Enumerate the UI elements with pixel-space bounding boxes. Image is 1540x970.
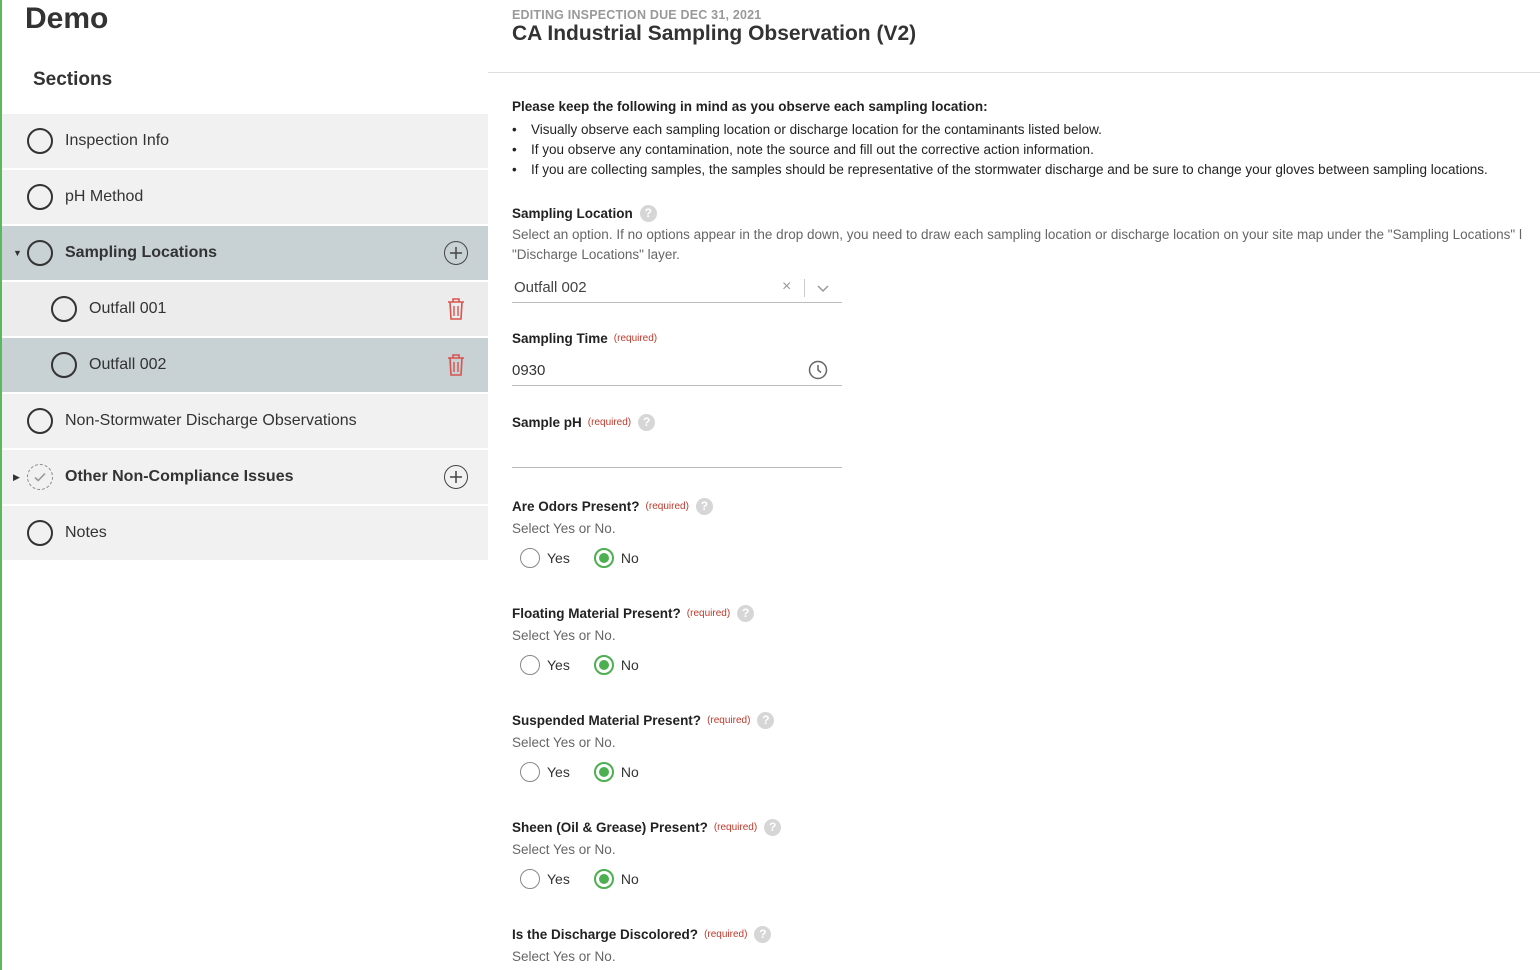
sample-ph-input[interactable] [512,438,842,468]
incomplete-circle-icon [27,240,53,266]
required-tag: (required) [645,501,689,512]
discolored-question-label [512,926,771,943]
section-item-outfall-002[interactable] [2,338,488,394]
main-content [488,0,1540,970]
yes-no-help: Select Yes or No. [512,735,616,750]
sampling-location-help [512,225,1522,265]
required-tag: (required) [587,417,632,428]
floating-yes-option[interactable] [520,655,570,675]
section-label: Inspection Info [65,132,170,149]
site-title: Demo [25,2,109,35]
field-label-text: Floating Material Present? [512,606,681,621]
section-item-outfall-001[interactable] [2,282,488,338]
instructions-block [512,100,1540,180]
instructions-heading: Please keep the following in mind as you observe each sampling location: [512,99,988,114]
select-separator [804,279,805,297]
sheen-no-option[interactable] [594,869,639,889]
odors-no-option[interactable] [594,548,639,568]
section-item-other-non-compliance[interactable] [2,450,488,506]
instruction-item: • Visually observe each sampling location or discharge location for the contaminants listed below. [512,120,1540,140]
section-item-ph-method[interactable] [2,170,488,226]
radio-unchecked-icon[interactable] [520,869,540,889]
clock-icon[interactable] [808,360,828,380]
instruction-item: • If you are collecting samples, the samples should be representative of the stormwater discharge and be sure to change your gloves between sampling locations. [512,160,1540,180]
yes-no-help: Select Yes or No. [512,842,616,857]
add-sampling-location-button[interactable] [444,241,468,265]
incomplete-circle-icon [27,520,53,546]
dashed-check-circle-icon [27,464,53,490]
help-text-line: "Discharge Locations" layer. [512,247,680,262]
page-title: CA Industrial Sampling Observation (V2) [512,22,917,45]
sidebar [2,0,488,970]
help-icon[interactable]: ? [754,926,771,943]
radio-label: Yes [547,871,570,887]
radio-unchecked-icon[interactable] [520,548,540,568]
floating-question-label [512,605,754,622]
select-value: Outfall 002 [514,279,587,296]
field-label-text: Sample pH [512,415,582,430]
instructions-list [512,120,1540,180]
field-label-text: Suspended Material Present? [512,713,702,728]
instruction-item: • If you observe any contamination, note the source and fill out the corrective action information. [512,140,1540,160]
yes-no-help: Select Yes or No. [512,521,616,536]
radio-unchecked-icon[interactable] [520,762,540,782]
incomplete-circle-icon [27,408,53,434]
sheen-question-label [512,819,781,836]
required-tag: (required) [713,822,758,833]
help-icon[interactable]: ? [737,605,754,622]
field-label-text: Sampling Time [512,331,608,346]
odors-question-label [512,498,713,515]
field-label-text: Sampling Location [512,206,633,221]
radio-label: Yes [547,764,570,780]
trash-icon [446,297,466,321]
caret-down-icon[interactable]: ▼ [13,248,22,258]
radio-label: No [620,764,639,780]
inspection-due-subtitle: EDITING INSPECTION DUE DEC 31, 2021 [512,8,762,22]
radio-label: No [620,871,639,887]
field-label-text: Is the Discharge Discolored? [512,927,699,942]
section-label: Other Non-Compliance Issues [65,468,294,485]
caret-right-icon[interactable]: ▶ [13,471,20,482]
required-tag: (required) [686,608,731,619]
help-icon[interactable]: ? [640,205,657,222]
add-non-compliance-issue-button[interactable] [444,465,468,489]
radio-label: Yes [547,550,570,566]
sample-ph-label [512,414,655,431]
help-text-line: Select an option. If no options appear in the drop down, you need to draw each sampling location or discharge location on your site map under the "Sampling Locations" l [512,227,1522,242]
section-label: Notes [65,524,107,541]
yes-no-help: Select Yes or No. [512,628,616,643]
plus-icon [449,470,463,484]
header-divider [488,72,1540,73]
section-item-inspection-info[interactable] [2,114,488,170]
suspended-question-label [512,712,774,729]
required-tag: (required) [704,929,748,940]
suspended-yes-option[interactable] [520,762,570,782]
section-item-sampling-locations[interactable] [2,226,488,282]
help-icon[interactable]: ? [638,414,655,431]
sheen-yes-option[interactable] [520,869,570,889]
required-tag: (required) [707,715,751,726]
help-icon[interactable]: ? [757,712,774,729]
required-tag: (required) [613,333,658,344]
section-label: Outfall 002 [89,356,167,373]
radio-checked-icon[interactable] [594,655,614,675]
sheen-radio-group [520,869,663,889]
delete-outfall-002-button[interactable] [445,352,467,378]
help-icon[interactable]: ? [764,819,781,836]
section-label: Non-Stormwater Discharge Observations [65,412,357,429]
section-list [2,114,488,562]
floating-no-option[interactable] [594,655,639,675]
suspended-radio-group [520,762,663,782]
chevron-down-icon[interactable] [816,281,830,295]
suspended-no-option[interactable] [594,762,639,782]
radio-checked-icon[interactable] [594,548,614,568]
clear-icon[interactable]: × [782,278,792,295]
odors-yes-option[interactable] [520,548,570,568]
sampling-time-label [512,331,657,346]
radio-checked-icon[interactable] [594,869,614,889]
radio-label: No [620,550,639,566]
incomplete-circle-icon [51,352,77,378]
odors-radio-group [520,548,663,568]
help-icon[interactable]: ? [696,498,713,515]
section-item-notes[interactable] [2,506,488,562]
trash-icon [446,353,466,377]
sampling-location-label [512,205,657,222]
delete-outfall-001-button[interactable] [445,296,467,322]
floating-radio-group [520,655,663,675]
incomplete-circle-icon [51,296,77,322]
plus-icon [449,246,463,260]
radio-unchecked-icon[interactable] [520,655,540,675]
radio-checked-icon[interactable] [594,762,614,782]
sampling-location-select[interactable] [512,275,842,303]
field-label-text: Sheen (Oil & Grease) Present? [512,820,708,835]
incomplete-circle-icon [27,128,53,154]
radio-label: Yes [547,657,570,673]
sampling-time-input[interactable] [512,356,842,386]
radio-label: No [620,657,639,673]
field-label-text: Are Odors Present? [512,499,640,514]
yes-no-help: Select Yes or No. [512,949,616,964]
incomplete-circle-icon [27,184,53,210]
section-label: Outfall 001 [89,300,167,317]
section-label: Sampling Locations [65,244,218,261]
section-item-non-stormwater[interactable] [2,394,488,450]
sections-heading: Sections [33,69,113,90]
section-label: pH Method [65,188,144,205]
